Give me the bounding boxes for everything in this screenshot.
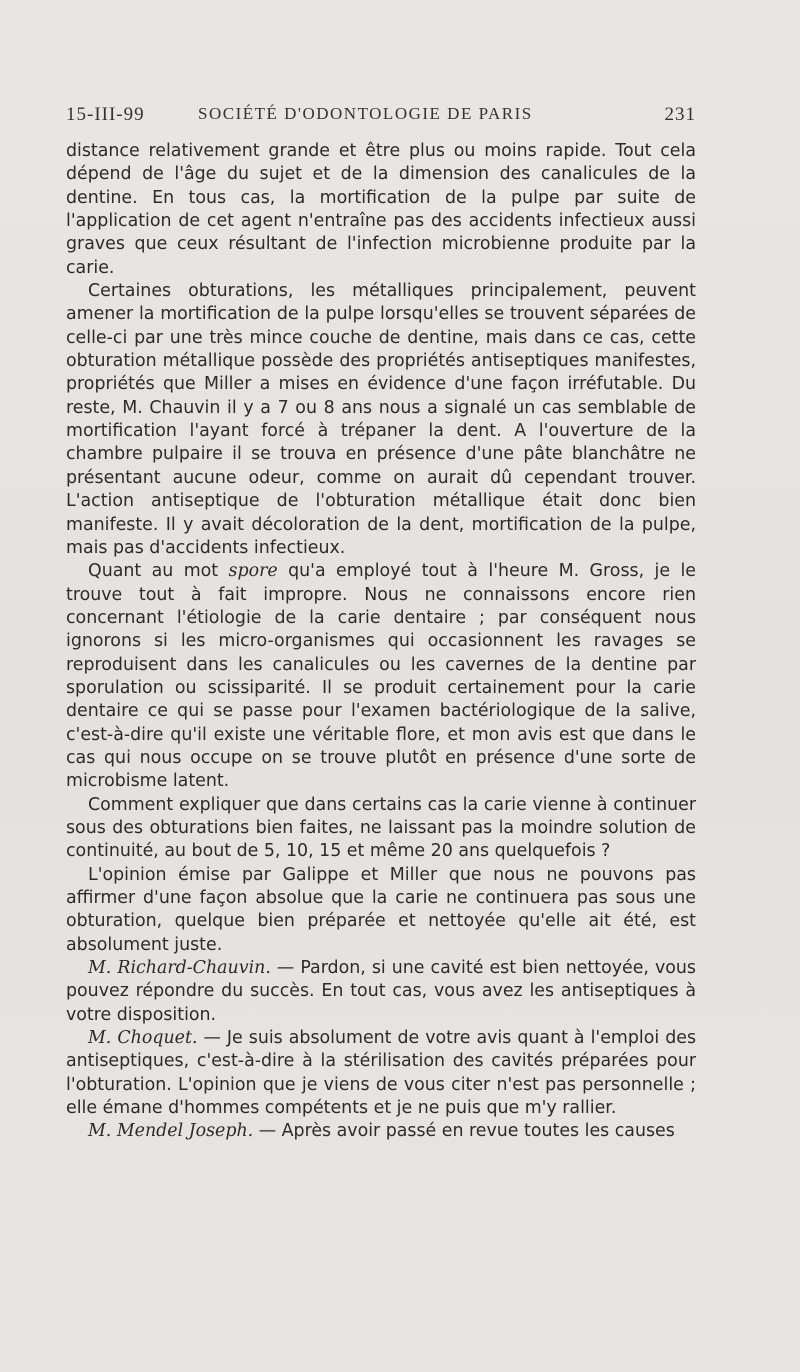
- paragraph-4: Comment expliquer que dans certains cas la carie vienne à continuer sous des obturations bien faites, ne laissant pas la moindre solution de continuité, au bout de 5, 10, 15 et même 20 ans quelquefois ?: [66, 794, 696, 862]
- header-date: 15-III-99: [66, 104, 145, 125]
- paragraph-1: distance relativement grande et être plus ou moins rapide. Tout cela dépend de l'âge du sujet et de la dimension des canalicules de la dentine. En tous cas, la mortification de la pulpe par suite de l'application de cet agent n'entraîne pas des accidents infectieux aussi graves que ceux résultant de l'infection microbienne produite par la carie.: [66, 141, 696, 278]
- speaker-richard-chauvin: M. Richard-Chauvin.: [88, 958, 271, 979]
- body-text: [66, 140, 696, 1144]
- running-header: [66, 104, 700, 134]
- p3-italic-word: spore: [228, 561, 278, 582]
- paragraph-3: [66, 560, 696, 793]
- page-number: 231: [664, 104, 696, 125]
- paragraph-7: [66, 1027, 696, 1120]
- paragraph-6: [66, 957, 696, 1027]
- p3-text-after: qu'a employé tout à l'heure M. Gross, je le trouve tout à fait impropre. Nous ne connaissons encore rien concernant l'étiologie de la carie dentaire ; par conséquent nous ignorons si les micro-organismes qui occasionnent les ravages se reproduisent dans les canalicules ou les cavernes de la dentine par sporulation ou scissiparité. Il se produit certainement pour la carie dentaire ce qui se passe pour l'examen bactériologique de la salive, c'est-à-dire qu'il existe une véritable flore, et mon avis est que dans le cas qui nous occupe on se trouve plutôt en présence d'une sorte de microbisme latent.: [66, 561, 696, 792]
- p3-text-before: Quant au mot: [88, 561, 229, 582]
- p8-text: — Après avoir passé en revue toutes les causes: [253, 1121, 675, 1142]
- p7-text: — Je suis absolument de votre avis quant à l'emploi des antiseptiques, c'est-à-dire à la stérilisation des cavités préparées pour l'obturation. L'opinion que je viens de vous citer n'est pas personnelle ; elle émane d'hommes compétents et je ne puis que m'y rallier.: [66, 1028, 697, 1119]
- paragraph-8: [66, 1120, 696, 1143]
- header-title: SOCIÉTÉ D'ODONTOLOGIE DE PARIS: [198, 104, 533, 123]
- speaker-mendel-joseph: M. Mendel Joseph.: [88, 1121, 254, 1142]
- speaker-choquet: M. Choquet.: [88, 1028, 198, 1049]
- paragraph-5: L'opinion émise par Galippe et Miller que nous ne pouvons pas affirmer d'une façon absolue que la carie ne continuera pas sous une obturation, quelque bien préparée et nettoyée qu'elle ait été, est absolument juste.: [66, 864, 696, 955]
- p6-text: — Pardon, si une cavité est bien nettoyée, vous pouvez répondre du succès. En tout cas, vous avez les antiseptiques à votre disposition.: [66, 958, 696, 1025]
- paragraph-2: Certaines obturations, les métalliques principalement, peuvent amener la mortification de la pulpe lorsqu'elles se trouvent séparées de celle-ci par une très mince couche de dentine, mais dans ce cas, cette obturation métallique possède des propriétés antiseptiques manifestes, propriétés que Miller a mises en évidence d'une façon irréfutable. Du reste, M. Chauvin il y a 7 ou 8 ans nous a signalé un cas semblable de mortification l'ayant forcé à trépaner la dent. A l'ouverture de la chambre pulpaire il se trouva en présence d'une pâte blanchâtre ne présentant aucune odeur, comme on aurait dû cependant trouver. L'action antiseptique de l'obturation métallique était donc bien manifeste. Il y avait décoloration de la dent, mortification de la pulpe, mais pas d'accidents infectieux.: [66, 281, 696, 558]
